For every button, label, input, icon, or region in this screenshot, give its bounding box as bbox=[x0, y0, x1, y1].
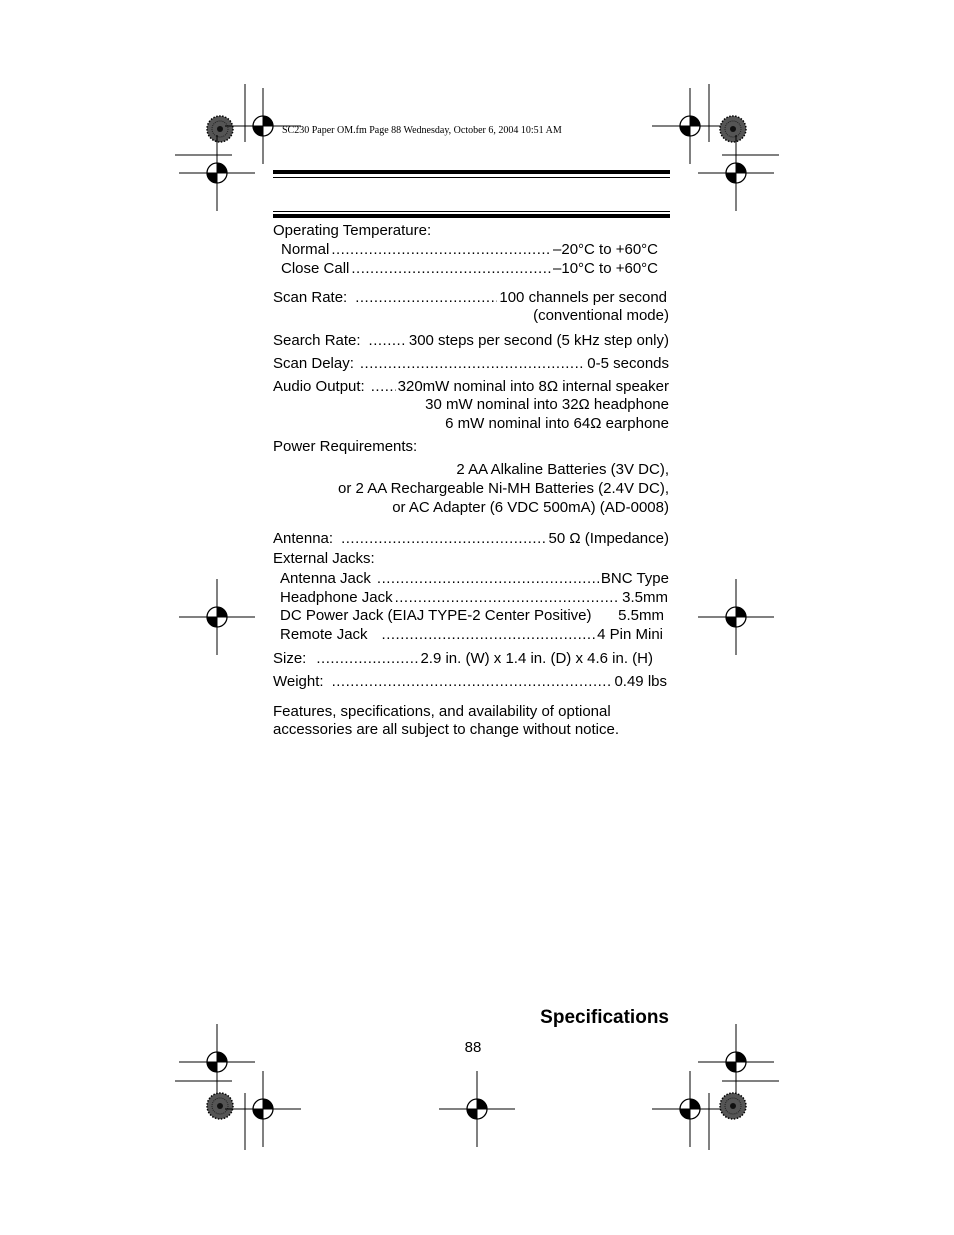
search-rate-label: Search Rate: bbox=[273, 332, 361, 349]
audio-output-line1: 320mW nominal into 8Ω internal speaker bbox=[397, 378, 669, 395]
crosshair-mark-icon bbox=[652, 1071, 728, 1147]
dot-leader bbox=[331, 241, 551, 258]
external-jacks-label: External Jacks: bbox=[273, 550, 375, 567]
section-title: Specifications bbox=[540, 1007, 669, 1028]
audio-output-label: Audio Output: bbox=[273, 378, 365, 395]
crosshair-mark-icon bbox=[698, 135, 774, 211]
spec-row-antenna-jack bbox=[280, 569, 669, 587]
audio-output-line2: 30 mW nominal into 32Ω headphone bbox=[425, 396, 669, 413]
dc-power-jack-value: 5.5mm bbox=[618, 607, 664, 624]
top-rule bbox=[273, 170, 670, 174]
scan-rate-label: Scan Rate: bbox=[273, 289, 348, 306]
dot-leader bbox=[371, 378, 396, 395]
crosshair-mark-icon bbox=[225, 1071, 301, 1147]
spec-row-audio-output bbox=[273, 377, 669, 395]
spec-row-antenna bbox=[273, 529, 669, 547]
dot-leader bbox=[369, 332, 407, 349]
spec-row-scan-rate bbox=[273, 288, 667, 306]
crosshair-mark-icon bbox=[652, 88, 728, 164]
scan-rate-value: 100 channels per second bbox=[499, 289, 667, 306]
power-requirements-line2: or 2 AA Rechargeable Ni-MH Batteries (2.4V DC), bbox=[338, 480, 669, 497]
dot-leader bbox=[382, 626, 596, 643]
page-number: 88 bbox=[464, 1039, 482, 1056]
starburst-mark-icon bbox=[207, 1093, 233, 1119]
crosshair-mark-icon bbox=[698, 579, 774, 655]
scan-rate-value-line2: (conventional mode) bbox=[533, 307, 669, 324]
close-call-value: –10°C to +60°C bbox=[553, 260, 658, 277]
weight-label: Weight: bbox=[273, 673, 324, 690]
dot-leader bbox=[355, 289, 497, 306]
starburst-mark-icon bbox=[207, 116, 233, 142]
power-requirements-label: Power Requirements: bbox=[273, 438, 418, 455]
print-header: SC230 Paper OM.fm Page 88 Wednesday, October 6, 2004 10:51 AM bbox=[282, 125, 562, 136]
spec-row-size bbox=[273, 649, 653, 667]
normal-value: –20°C to +60°C bbox=[553, 241, 658, 258]
section-rule-thin bbox=[273, 211, 670, 212]
notice-line1: Features, specifications, and availability of optional bbox=[273, 703, 611, 720]
dot-leader bbox=[341, 530, 546, 547]
dot-leader bbox=[360, 355, 585, 372]
audio-output-line3: 6 mW nominal into 64Ω earphone bbox=[445, 415, 669, 432]
dot-leader bbox=[316, 650, 420, 667]
top-rule-thin bbox=[273, 177, 670, 178]
weight-value: 0.49 lbs bbox=[614, 673, 667, 690]
spec-row-dc-power-jack bbox=[280, 606, 664, 624]
scan-delay-label: Scan Delay: bbox=[273, 355, 354, 372]
antenna-value: 50 Ω (Impedance) bbox=[548, 530, 669, 547]
dc-power-jack-label: DC Power Jack (EIAJ TYPE-2 Center Positive) bbox=[280, 607, 592, 624]
spec-row-headphone-jack bbox=[280, 588, 668, 606]
crosshair-mark-icon bbox=[439, 1071, 515, 1147]
headphone-jack-label: Headphone Jack bbox=[280, 589, 393, 606]
antenna-label: Antenna: bbox=[273, 530, 334, 547]
crosshair-mark-icon bbox=[179, 579, 255, 655]
headphone-jack-value: 3.5mm bbox=[622, 589, 668, 606]
crosshair-mark-icon bbox=[698, 1024, 774, 1100]
notice-line2: accessories are all subject to change without notice. bbox=[273, 721, 620, 738]
spec-row-remote-jack bbox=[280, 625, 663, 643]
power-requirements-line3: or AC Adapter (6 VDC 500mA) (AD-0008) bbox=[392, 499, 669, 516]
close-call-label: Close Call bbox=[281, 260, 350, 277]
operating-temperature-label: Operating Temperature: bbox=[273, 222, 432, 239]
spec-row-scan-delay bbox=[273, 354, 669, 372]
normal-label: Normal bbox=[281, 241, 330, 258]
antenna-jack-value: BNC Type bbox=[600, 570, 669, 587]
crosshair-mark-icon bbox=[179, 135, 255, 211]
dot-leader bbox=[377, 570, 599, 587]
scan-delay-value: 0-5 seconds bbox=[587, 355, 669, 372]
size-value: 2.9 in. (W) x 1.4 in. (D) x 4.6 in. (H) bbox=[420, 650, 653, 667]
remote-jack-value: 4 Pin Mini bbox=[597, 626, 663, 643]
antenna-jack-label: Antenna Jack bbox=[280, 570, 371, 587]
crosshair-mark-icon bbox=[179, 1024, 255, 1100]
remote-jack-label: Remote Jack bbox=[280, 626, 368, 643]
starburst-mark-icon bbox=[720, 1093, 746, 1119]
size-label: Size: bbox=[273, 650, 307, 667]
search-rate-value: 300 steps per second (5 kHz step only) bbox=[408, 332, 669, 349]
spec-row-search-rate bbox=[273, 331, 669, 349]
spec-row-weight bbox=[273, 672, 667, 690]
dot-leader bbox=[395, 589, 621, 606]
dot-leader bbox=[332, 673, 613, 690]
dot-leader bbox=[351, 260, 551, 277]
spec-row-close-call bbox=[281, 259, 658, 277]
spec-row-normal bbox=[281, 240, 658, 258]
power-requirements-line1: 2 AA Alkaline Batteries (3V DC), bbox=[456, 461, 669, 478]
section-rule bbox=[273, 214, 670, 218]
starburst-mark-icon bbox=[720, 116, 746, 142]
